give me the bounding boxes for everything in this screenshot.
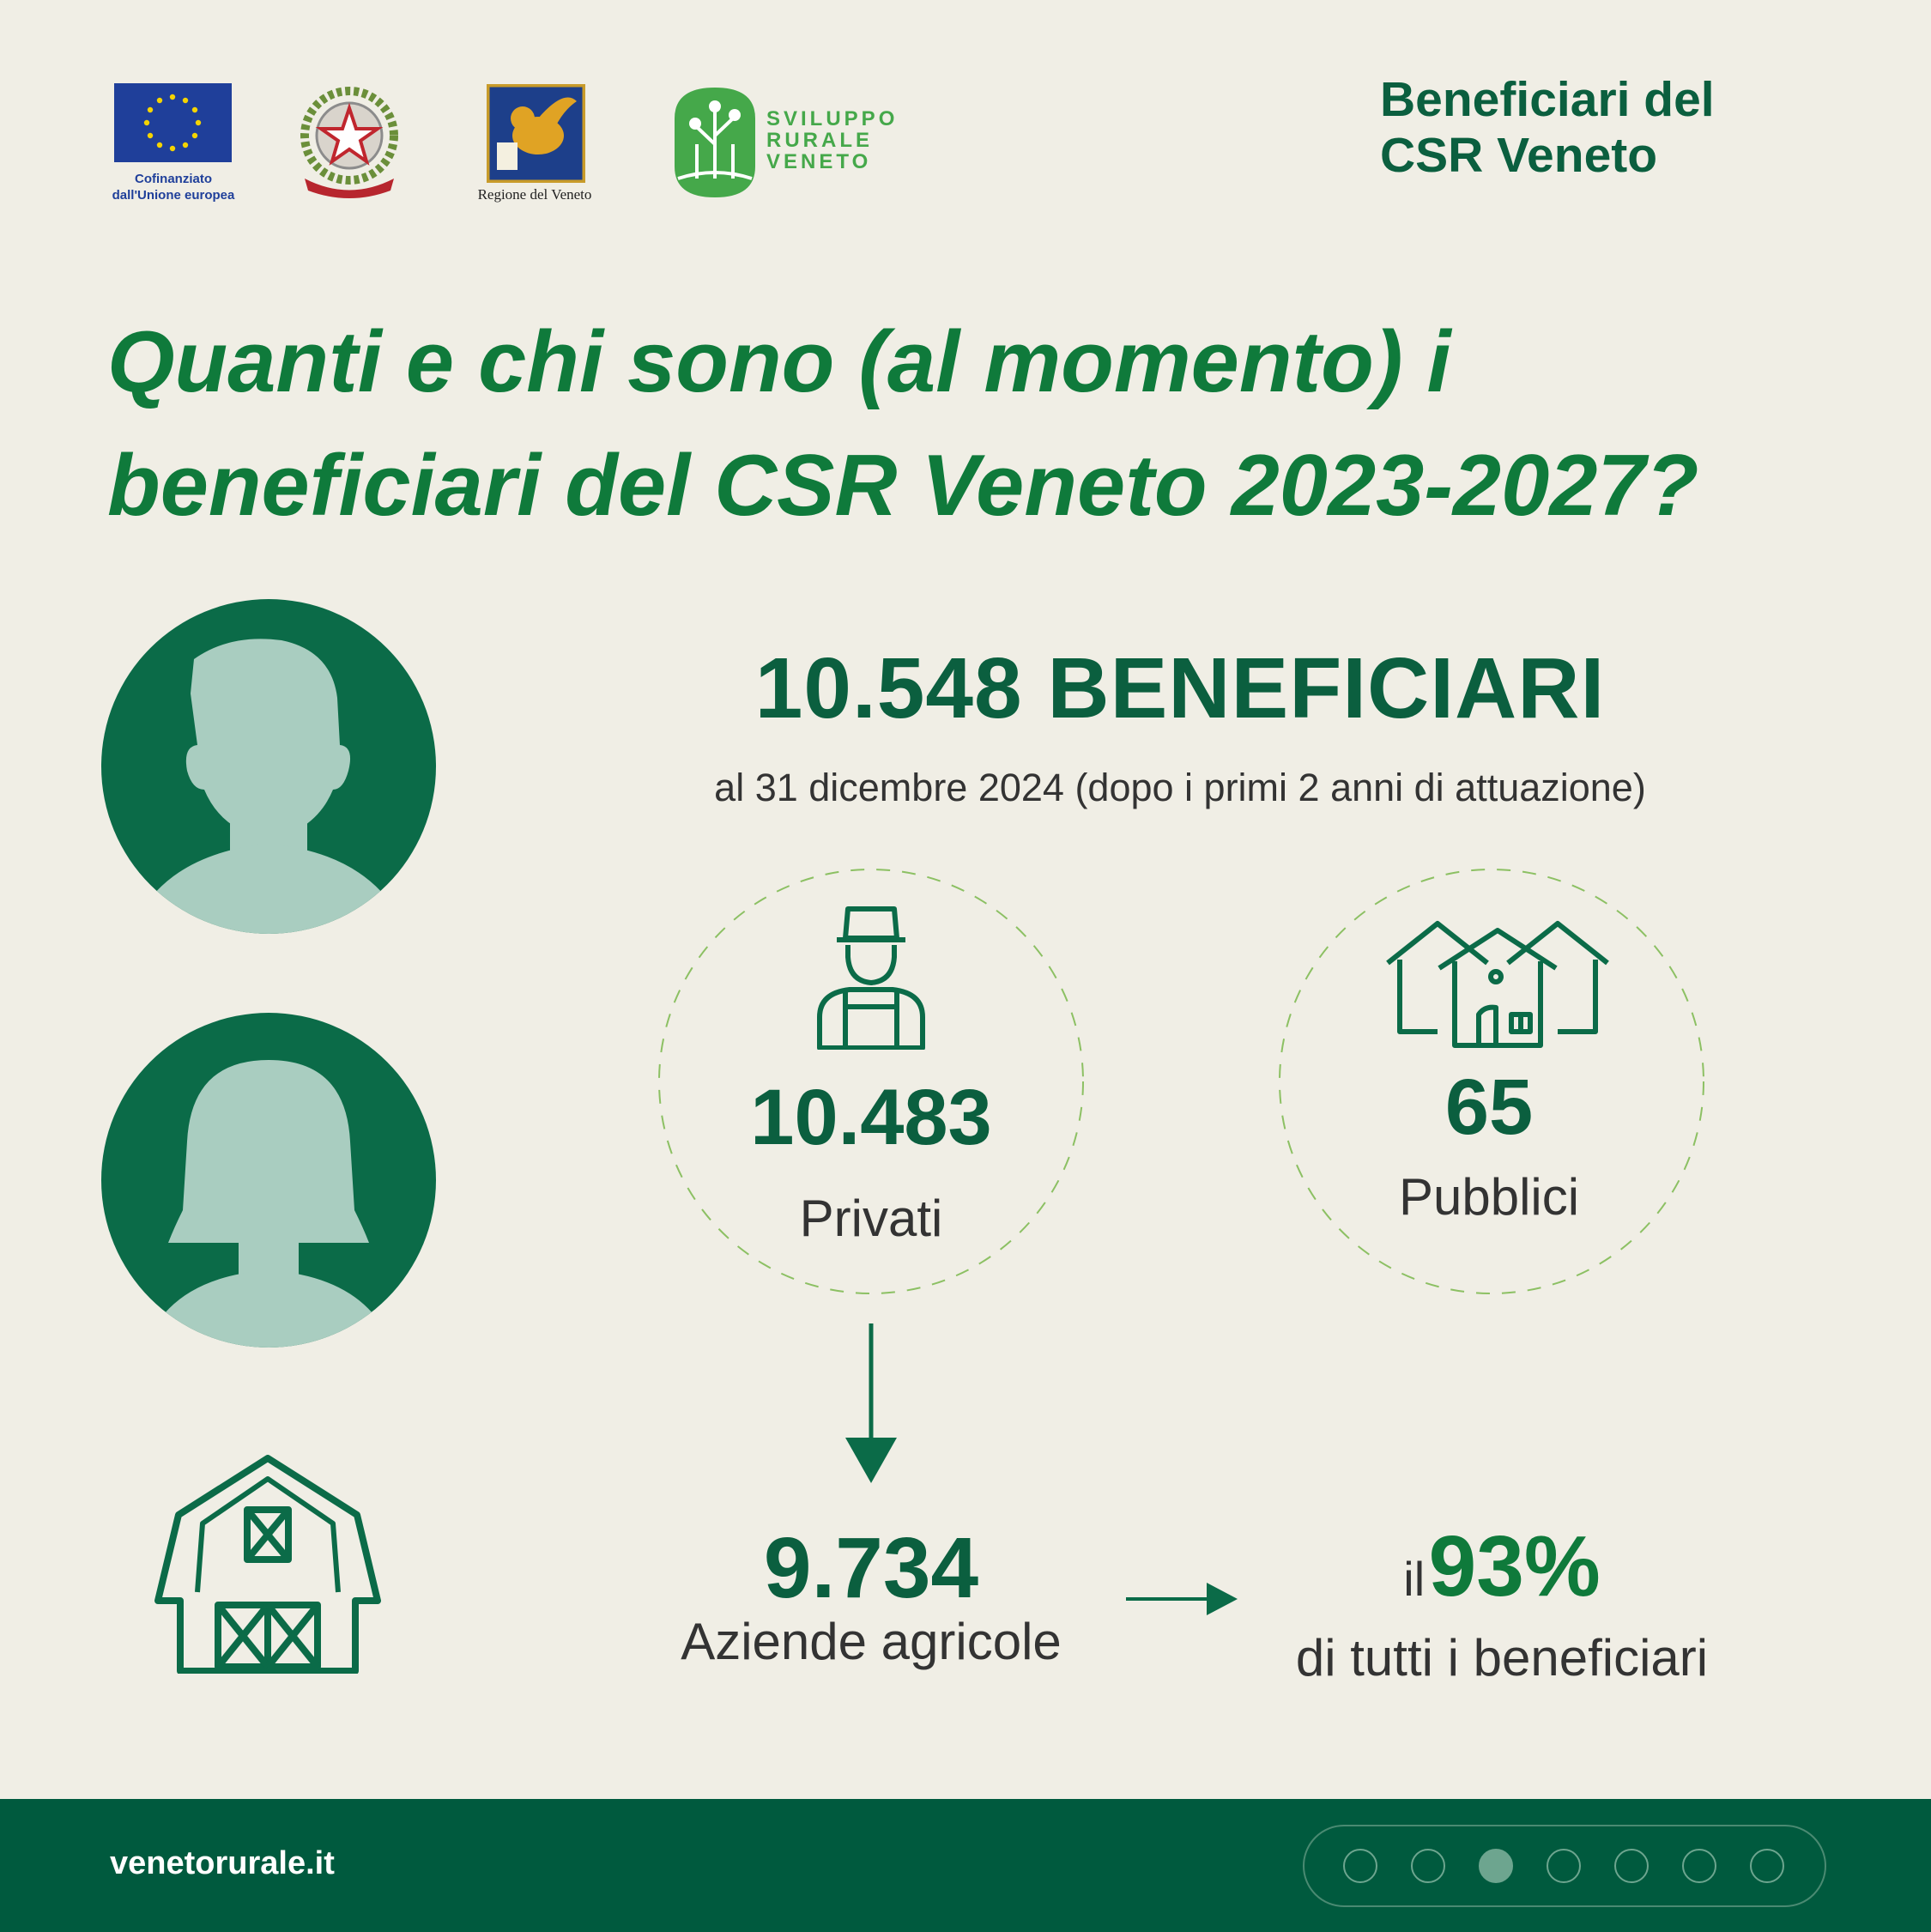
site-link[interactable]: venetorurale.it xyxy=(110,1845,335,1881)
aziende-label: Aziende agricole xyxy=(681,1613,1062,1670)
houses-icon xyxy=(1386,918,1609,1053)
headline-line-1: Quanti e chi sono (al momento) i xyxy=(107,314,1451,410)
privati-value: 10.483 xyxy=(750,1074,992,1161)
headline-line-2: beneficiari del CSR Veneto 2023-2027? xyxy=(107,438,1699,534)
carousel-pager xyxy=(1303,1825,1826,1907)
aziende-value: 9.734 xyxy=(763,1520,979,1616)
right-arrow-icon xyxy=(1126,1581,1239,1621)
brand-title: Beneficiari del CSR Veneto xyxy=(1380,72,1715,183)
eu-caption: Cofinanziato dall'Unione europea xyxy=(112,172,235,203)
barn-icon xyxy=(154,1455,382,1678)
percentage-number: 93% xyxy=(1428,1518,1601,1614)
woman-avatar-icon xyxy=(101,1013,436,1352)
pager-dot-2[interactable] xyxy=(1411,1849,1445,1883)
man-avatar-icon xyxy=(101,599,436,938)
farmer-icon xyxy=(815,904,927,1054)
repubblica-emblem-icon xyxy=(296,86,403,206)
regione-veneto-icon xyxy=(487,84,585,187)
pager-dot-7[interactable] xyxy=(1750,1849,1784,1883)
percentage-label: di tutti i beneficiari xyxy=(1295,1629,1709,1687)
pubblici-label: Pubblici xyxy=(1398,1168,1580,1226)
pager-dot-1[interactable] xyxy=(1343,1849,1377,1883)
pager-dot-5[interactable] xyxy=(1614,1849,1649,1883)
pager-dot-6[interactable] xyxy=(1682,1849,1716,1883)
sviluppo-rurale-text: SVILUPPO RURALE VENETO xyxy=(766,107,899,173)
total-subtitle: al 31 dicembre 2024 (dopo i primi 2 anni di attuazione) xyxy=(714,766,1646,809)
regione-caption: Regione del Veneto xyxy=(477,186,592,203)
percentage-prefix: il xyxy=(1403,1552,1426,1606)
percentage-value xyxy=(1236,1517,1768,1616)
pubblici-value: 65 xyxy=(1444,1063,1534,1151)
sviluppo-rurale-logo-icon xyxy=(671,84,759,205)
headline xyxy=(107,300,1867,548)
down-arrow-icon xyxy=(843,1322,899,1489)
total-beneficiari: 10.548 BENEFICIARI xyxy=(754,640,1606,736)
pager-dot-3-active[interactable] xyxy=(1479,1849,1513,1883)
privati-label: Privati xyxy=(799,1190,943,1247)
eu-flag-icon xyxy=(114,83,232,162)
pager-dot-4[interactable] xyxy=(1547,1849,1581,1883)
